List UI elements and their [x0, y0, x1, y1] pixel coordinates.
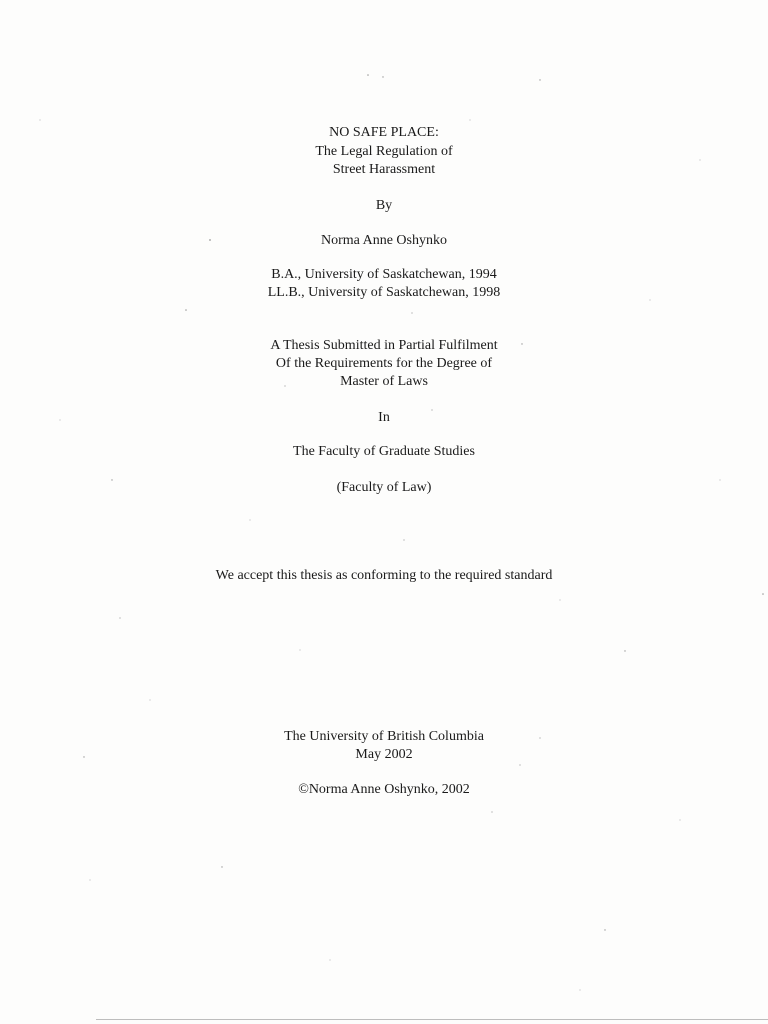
acceptance-statement: We accept this thesis as conforming to the required standard — [215, 568, 553, 583]
university-name: The University of British Columbia — [284, 729, 484, 744]
thesis-title: NO SAFE PLACE: — [329, 125, 439, 140]
degree-name: Master of Laws — [340, 374, 428, 389]
submission-statement-line-1: A Thesis Submitted in Partial Fulfilment — [270, 338, 498, 353]
prior-degree-ba: B.A., University of Saskatchewan, 1994 — [271, 267, 497, 282]
scan-bottom-edge — [96, 1019, 768, 1020]
thesis-subtitle-line-1: The Legal Regulation of — [315, 144, 453, 159]
thesis-subtitle-line-2: Street Harassment — [332, 162, 436, 177]
by-label: By — [375, 198, 393, 213]
submission-date: May 2002 — [355, 747, 413, 762]
author-name: Norma Anne Oshynko — [321, 233, 447, 248]
submission-statement-line-2: Of the Requirements for the Degree of — [275, 356, 493, 371]
department-name: (Faculty of Law) — [336, 480, 432, 495]
prior-degree-llb: LL.B., University of Saskatchewan, 1998 — [267, 285, 501, 300]
in-label: In — [378, 410, 390, 425]
copyright-notice: ©Norma Anne Oshynko, 2002 — [298, 782, 470, 797]
faculty-name: The Faculty of Graduate Studies — [293, 444, 475, 459]
